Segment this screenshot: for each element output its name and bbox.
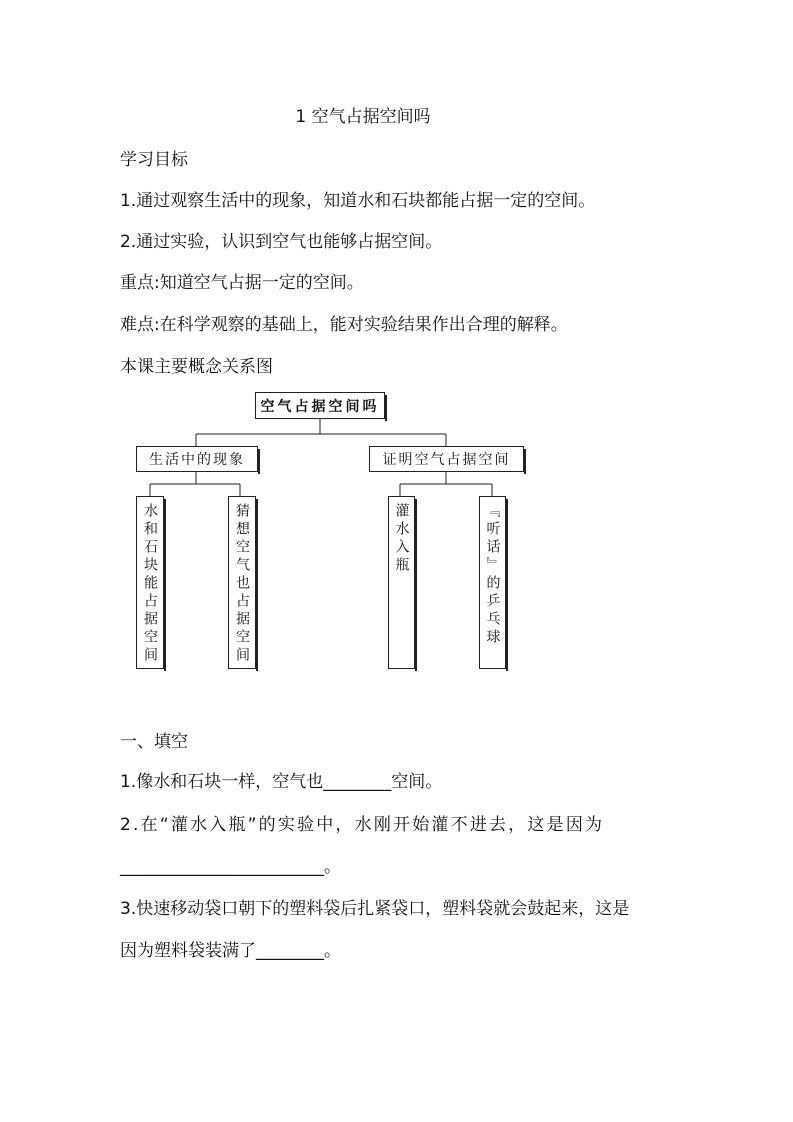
key-point: 重点:知道空气占据一定的空间。 — [120, 273, 364, 293]
concept-branch-life: 生活中的现象 — [136, 446, 258, 472]
concept-leaf: 猜想空气也占据空间 — [228, 496, 256, 669]
section-heading: 一、填空 — [120, 732, 188, 752]
concept-root: 空气占据空间吗 — [255, 392, 385, 419]
question-3-cont: 因为塑料袋装满了________。 — [120, 941, 341, 961]
concept-leaf: 灌水入瓶 — [388, 496, 415, 669]
concept-leaf: 『听话』的乒乓球 — [479, 496, 506, 669]
concept-map-heading: 本课主要概念关系图 — [120, 357, 273, 377]
question-3: 3.快速移动袋口朝下的塑料袋后扎紧袋口，塑料袋就会鼓起来，这是 — [120, 899, 630, 919]
objective-item: 1.通过观察生活中的现象，知道水和石块都能占据一定的空间。 — [120, 191, 596, 211]
question-2: 2.在“灌水入瓶”的实验中，水刚开始灌不进去，这是因为 — [120, 815, 605, 835]
page-title: 1 空气占据空间吗 — [295, 107, 431, 127]
objectives-heading: 学习目标 — [120, 150, 188, 170]
concept-leaf: 水和石块能占据空间 — [136, 496, 164, 669]
difficulty: 难点:在科学观察的基础上，能对实验结果作出合理的解释。 — [120, 315, 568, 335]
question-2-blank: ________________________。 — [120, 857, 341, 877]
concept-branch-proof: 证明空气占据空间 — [369, 446, 524, 472]
objective-item: 2.通过实验，认识到空气也能够占据空间。 — [120, 232, 443, 252]
question-1: 1.像水和石块一样，空气也________空间。 — [120, 772, 443, 792]
